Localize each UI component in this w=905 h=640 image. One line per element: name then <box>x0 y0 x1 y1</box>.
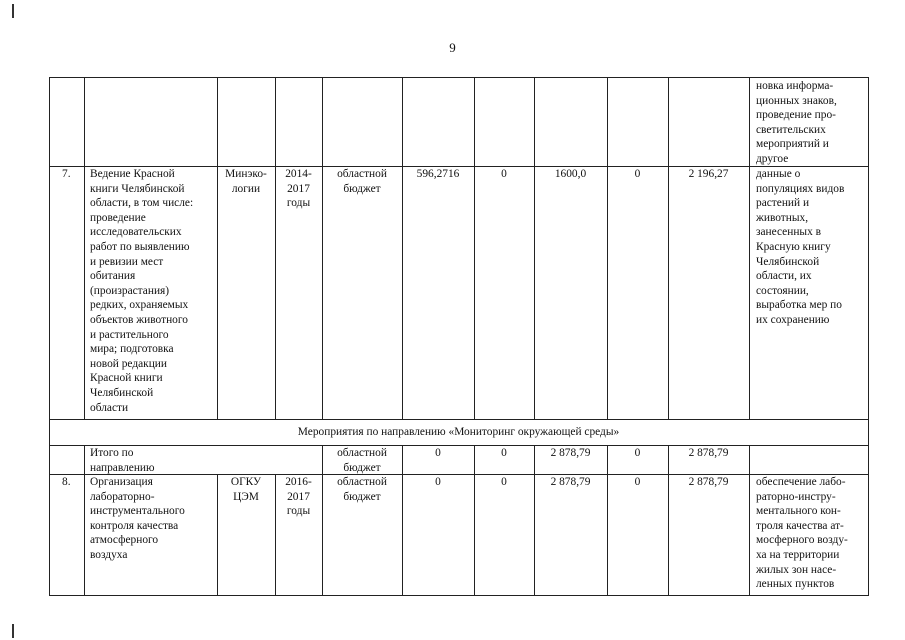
column-divider <box>84 445 85 595</box>
amount-cell: 0 <box>634 476 641 488</box>
table-top-border <box>49 77 869 78</box>
amount-cell: 2 878,79 <box>550 447 591 459</box>
table-bottom-border <box>49 595 869 596</box>
period: 2016- 2017 годы <box>285 476 312 518</box>
row-number: 8. <box>62 476 71 488</box>
activity-name: Организация лабораторно- инструментального контроля качества атмосферного воздуха <box>90 476 185 561</box>
column-divider <box>322 77 323 419</box>
amount-cell: 2 878,79 <box>550 476 591 488</box>
activity-name: Ведение Красной книги Челябинской области, в том числе: проведение исследовательских работ по выявлению и ревизии мест обитания (произрастания) редких, охраняемых объектов животного и растительного мира; подготовка новой редакции Красной книги Челябинской области <box>90 168 194 414</box>
column-divider <box>275 77 276 419</box>
column-divider <box>402 77 403 419</box>
row-divider <box>49 419 869 420</box>
funding-source: областной бюджет <box>337 447 387 474</box>
amount-cell: 0 <box>501 447 507 459</box>
column-divider <box>668 77 669 419</box>
amount-cell: 0 <box>501 168 507 180</box>
executor: ОГКУ ЦЭМ <box>230 476 262 503</box>
amount-cell: 0 <box>634 168 641 180</box>
amount-cell: 1600,0 <box>554 168 587 180</box>
column-divider <box>474 445 475 595</box>
continuation-result-text: новка информа- ционных знаков, проведение про- светительских мероприятий и другое <box>756 80 837 165</box>
column-divider <box>402 445 403 595</box>
amount-cell: 0 <box>634 447 641 459</box>
table-right-border <box>868 77 869 595</box>
total-cell: 2 196,27 <box>688 168 729 180</box>
row-number: 7. <box>62 168 71 180</box>
column-divider <box>84 77 85 419</box>
column-divider <box>749 445 750 595</box>
column-divider <box>534 77 535 419</box>
funding-source: областной бюджет <box>337 476 387 503</box>
column-divider <box>217 77 218 419</box>
expected-result: данные о популяциях видов растений и животных, занесенных в Красную книгу Челябинской области, их состоянии, выработка мер по их сохранению <box>756 168 845 326</box>
column-divider <box>474 77 475 419</box>
section-title: Мероприятия по направлению «Мониторинг окружающей среды» <box>297 426 620 438</box>
amount-cell: 0 <box>435 476 441 488</box>
expected-result: обеспечение лабо- раторно-инстру- ментального кон- троля качества ат- мосферного возду- ха на территории жилых зон насе- ленных пунктов <box>756 476 848 591</box>
period: 2014- 2017 годы <box>285 168 312 210</box>
page-number: 9 <box>449 40 456 55</box>
column-divider <box>534 445 535 595</box>
subtotal-label: Итого по направлению <box>90 447 155 474</box>
amount-cell: 0 <box>435 447 441 459</box>
column-divider <box>668 445 669 595</box>
total-cell: 2 878,79 <box>688 447 729 459</box>
scan-edge-mark <box>12 4 14 18</box>
executor: Минэко- логии <box>225 168 267 195</box>
funding-source: областной бюджет <box>337 168 387 195</box>
total-cell: 2 878,79 <box>688 476 729 488</box>
column-divider <box>749 77 750 419</box>
table-left-border <box>49 77 50 595</box>
amount-cell: 596,2716 <box>416 168 460 180</box>
amount-cell: 0 <box>501 476 507 488</box>
column-divider <box>607 77 608 419</box>
column-divider <box>607 445 608 595</box>
scan-edge-mark <box>12 624 14 638</box>
